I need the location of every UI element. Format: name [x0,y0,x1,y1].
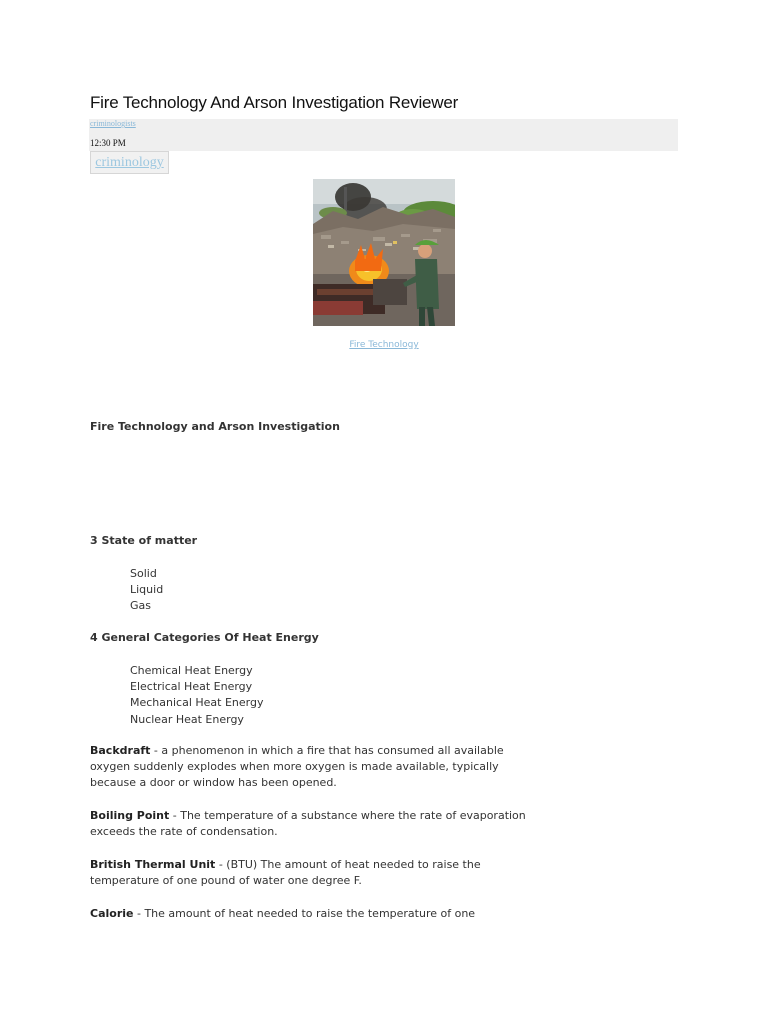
definition-term: Calorie [90,907,134,920]
definition-text: - The temperature of a substance where the rate of evaporation exceeds the rate of condensation. [90,809,526,838]
states-heading: 3 State of matter [90,534,198,547]
definition-backdraft [90,743,530,791]
tag-link-criminology[interactable]: criminology [95,154,164,170]
list-item: Gas [130,599,151,612]
category-link[interactable]: criminologists [90,119,136,128]
post-meta-bar [89,119,678,151]
list-item: Liquid [130,583,164,596]
definition-calorie [90,906,530,922]
fire-photo-illustration [313,179,455,326]
definition-text: - (BTU) The amount of heat needed to raise the temperature of one pound of water one degree F. [90,858,481,887]
definition-term: British Thermal Unit [90,858,216,871]
heat-heading: 4 General Categories Of Heat Energy [90,631,319,644]
list-item: Electrical Heat Energy [130,680,253,693]
list-item: Chemical Heat Energy [130,664,253,677]
fire-photo[interactable] [313,179,455,326]
definition-boiling-point [90,808,530,840]
list-item: Nuclear Heat Energy [130,713,244,726]
tag-box [90,151,169,174]
list-item: Mechanical Heat Energy [130,696,264,709]
page-title: Fire Technology And Arson Investigation Reviewer [90,93,459,112]
section-heading: Fire Technology and Arson Investigation [90,420,340,433]
list-item: Solid [130,567,157,580]
definition-term: Boiling Point [90,809,170,822]
definition-text: - a phenomenon in which a fire that has consumed all available oxygen suddenly explodes when more oxygen is made available, typically because a door or window has been opened. [90,744,504,789]
definition-btu [90,857,530,889]
definition-text: - The amount of heat needed to raise the temperature of one [133,907,476,920]
image-caption-link[interactable]: Fire Technology [349,340,419,350]
definition-term: Backdraft [90,744,151,757]
post-time: 12:30 PM [90,138,126,148]
